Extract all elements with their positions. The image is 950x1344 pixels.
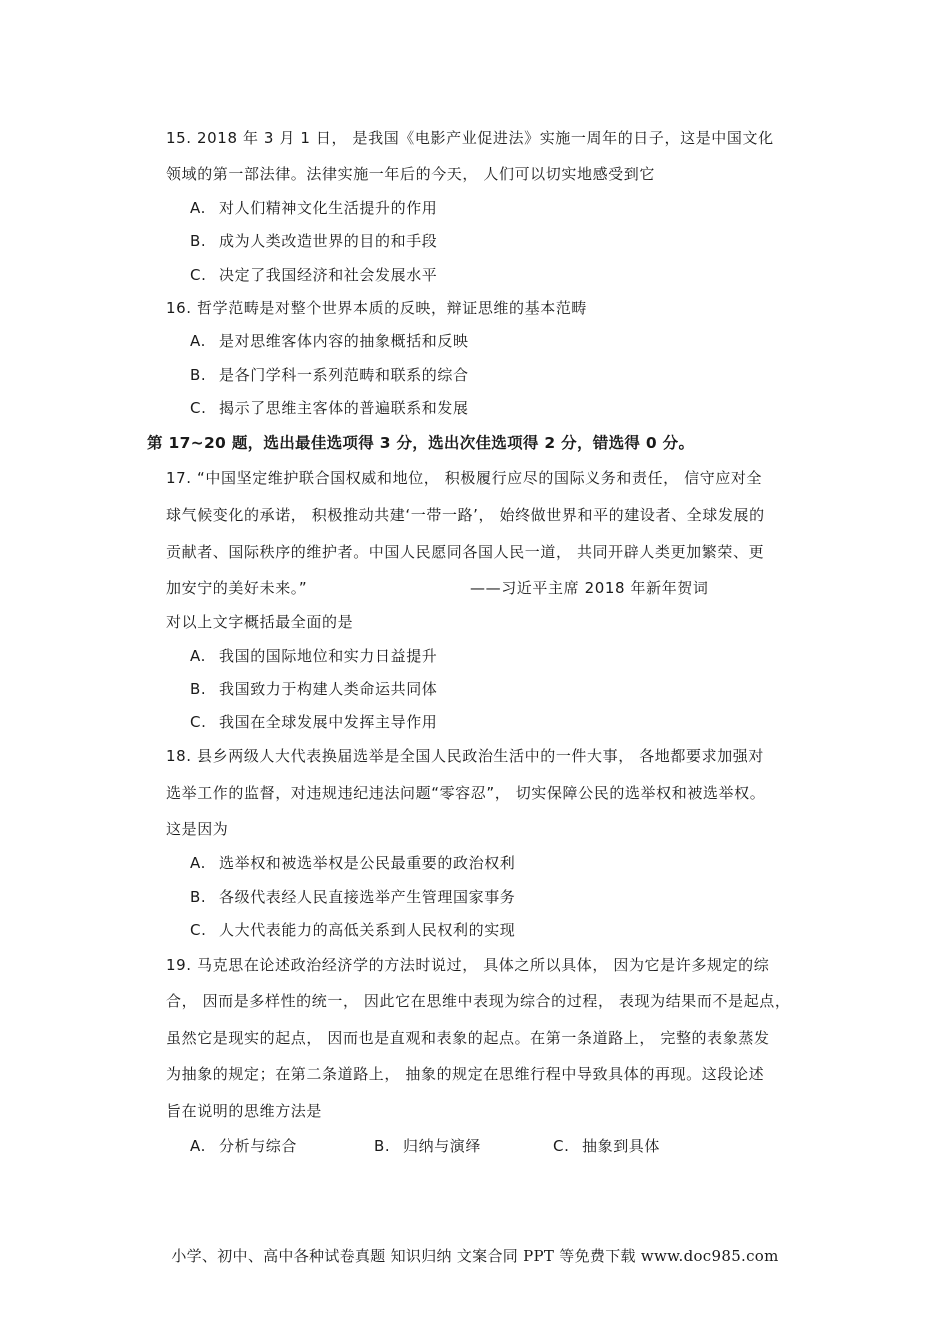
q17-option-a <box>190 645 437 666</box>
option-label: C. <box>190 921 207 939</box>
option-label: B. <box>190 888 207 906</box>
q19-options-row <box>190 1135 750 1157</box>
option-label: A. <box>190 332 206 350</box>
q19-stem-line-1: 19. 马克思在论述政治经济学的方法时说过， 具体之所以具体， 因为它是许多规定的综 <box>166 956 770 974</box>
option-label: B. <box>190 366 207 384</box>
option-text: 选举权和被选举权是公民最重要的政治权利 <box>219 854 516 872</box>
q17-option-c <box>190 711 437 732</box>
q19-option-b <box>374 1135 481 1156</box>
option-text: 我国致力于构建人类命运共同体 <box>219 680 438 698</box>
q19-option-a <box>190 1135 297 1156</box>
option-text: 各级代表经人民直接选举产生管理国家事务 <box>219 888 516 906</box>
option-text: 是各门学科一系列范畴和联系的综合 <box>219 366 469 384</box>
q19-stem-line-5: 旨在说明的思维方法是 <box>166 1102 323 1120</box>
q15-option-a <box>190 197 437 218</box>
option-label: A. <box>190 647 206 665</box>
option-label: A. <box>190 199 206 217</box>
q18-stem-line-3: 这是因为 <box>166 820 229 838</box>
option-text: 归纳与演绎 <box>403 1137 482 1155</box>
q15-option-c <box>190 264 437 285</box>
q19-stem-line-4: 为抽象的规定；在第二条道路上， 抽象的规定在思维行程中导致具体的再现。这段论述 <box>166 1065 765 1083</box>
option-text: 是对思维客体内容的抽象概括和反映 <box>219 332 469 350</box>
option-text: 我国的国际地位和实力日益提升 <box>219 647 438 665</box>
q16-option-c <box>190 397 469 418</box>
q17-quote-end: 加安宁的美好未来。” <box>166 579 308 597</box>
q15-option-b <box>190 230 437 251</box>
option-label: C. <box>553 1137 570 1155</box>
q19-stem-line-2: 合， 因而是多样性的统一， 因此它在思维中表现为综合的过程， 表现为结果而不是起点， <box>166 992 791 1010</box>
q17-citation: ——习近平主席 2018 年新年贺词 <box>470 579 709 597</box>
q18-option-a <box>190 852 515 873</box>
option-label: B. <box>374 1137 391 1155</box>
section-heading: 第 17~20 题，选出最佳选项得 3 分，选出次佳选项得 2 分，错选得 0 分。 <box>147 434 695 452</box>
q19-stem-line-3: 虽然它是现实的起点， 因而也是直观和表象的起点。在第一条道路上， 完整的表象蒸发 <box>166 1029 770 1047</box>
q17-question: 对以上文字概括最全面的是 <box>166 613 354 631</box>
option-label: A. <box>190 1137 206 1155</box>
option-label: B. <box>190 680 207 698</box>
q16-stem-line-1: 16. 哲学范畴是对整个世界本质的反映，辩证思维的基本范畴 <box>166 299 588 317</box>
q18-option-b <box>190 886 515 907</box>
page-footer: 小学、初中、高中各种试卷真题 知识归纳 文案合同 PPT 等免费下载 www.doc985.com <box>171 1247 779 1265</box>
q18-stem-line-2: 选举工作的监督，对违规违纪违法问题“零容忍”， 切实保障公民的选举权和被选举权。 <box>166 784 766 802</box>
q17-stem-line-4 <box>166 577 786 598</box>
option-text: 分析与综合 <box>219 1137 298 1155</box>
q17-stem-line-1: 17. “中国坚定维护联合国权威和地位， 积极履行应尽的国际义务和责任， 信守应对全 <box>166 469 763 487</box>
q18-option-c <box>190 919 515 940</box>
q15-stem-line-1: 15. 2018 年 3 月 1 日， 是我国《电影产业促进法》实施一周年的日子，这是中国文化 <box>166 129 774 147</box>
q18-stem-line-1: 18. 县乡两级人大代表换届选举是全国人民政治生活中的一件大事， 各地都要求加强对 <box>166 747 764 765</box>
option-text: 抽象到具体 <box>582 1137 661 1155</box>
q16-option-a <box>190 330 469 351</box>
option-text: 决定了我国经济和社会发展水平 <box>219 266 438 284</box>
q17-stem-line-2: 球气候变化的承诺， 积极推动共建‘一带一路’， 始终做世界和平的建设者、全球发展的 <box>166 506 765 524</box>
q17-stem-line-3: 贡献者、国际秩序的维护者。中国人民愿同各国人民一道， 共同开辟人类更加繁荣、更 <box>166 543 765 561</box>
option-label: C. <box>190 399 207 417</box>
q15-stem-line-2: 领域的第一部法律。法律实施一年后的今天， 人们可以切实地感受到它 <box>166 165 655 183</box>
q17-option-b <box>190 678 437 699</box>
option-label: C. <box>190 713 207 731</box>
option-text: 我国在全球发展中发挥主导作用 <box>219 713 438 731</box>
option-label: C. <box>190 266 207 284</box>
option-text: 成为人类改造世界的目的和手段 <box>219 232 438 250</box>
q19-option-c <box>553 1135 660 1156</box>
option-text: 揭示了思维主客体的普遍联系和发展 <box>219 399 469 417</box>
q16-option-b <box>190 364 469 385</box>
option-label: A. <box>190 854 206 872</box>
option-text: 人大代表能力的高低关系到人民权利的实现 <box>219 921 516 939</box>
option-text: 对人们精神文化生活提升的作用 <box>219 199 438 217</box>
option-label: B. <box>190 232 207 250</box>
